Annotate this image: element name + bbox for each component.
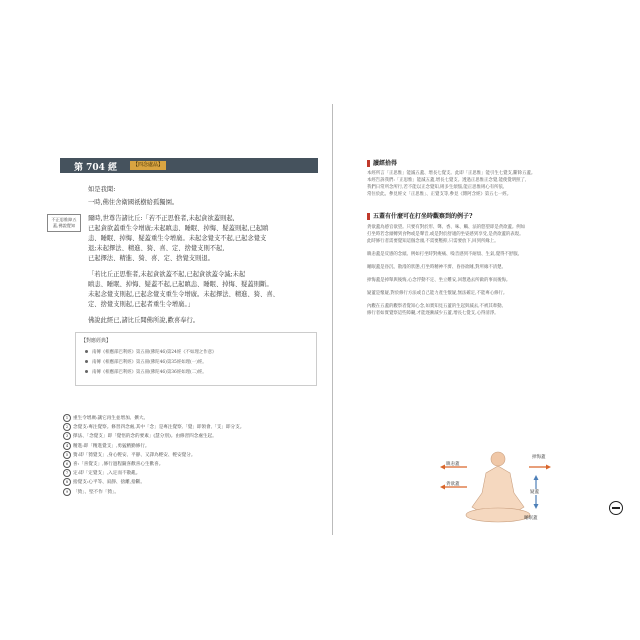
reference-item: 南傳《相應部巴利經》第五冊(佛陀46)第36經如理(二)經。 <box>92 369 207 375</box>
footnote: 3 擇法、「念覺支」即「覺悟的念的要素」(慧分別)。由修習四念處生起。 <box>63 432 313 441</box>
sutra-number: 第 704 經 <box>74 163 118 173</box>
heading-marker-icon <box>367 213 370 220</box>
bullet-icon <box>85 360 88 363</box>
reference-item: 南傳《相應部巴利經》第五冊(佛陀46)第24經《不如理之作意》 <box>92 349 216 355</box>
sutra-tag: 【四念處品】 <box>130 161 166 170</box>
figure-label: 貪欲蓋 <box>446 482 460 487</box>
bullet-icon <box>85 350 88 353</box>
footnote: 2 念覺支:專注覺察。修習四念處,其中「念」是專注覺察,「覺」即領會,「支」即分支。 <box>63 423 313 432</box>
bullet-icon <box>85 370 88 373</box>
footnote: 4 精進:即「精進覺支」,勇猛精勤修行。 <box>63 442 313 451</box>
footnote: 9 「猗」、堅不作「猗」。 <box>63 488 313 497</box>
footnote: 1 重生令增廣:讓它再生並增加、擴大。 <box>63 414 313 423</box>
sutra-closing: 佛說此經已,諸比丘聞佛所說,歡喜奉行。 <box>88 317 200 324</box>
sutra-title-bar <box>60 158 318 173</box>
sutra-p2-line: 瞋恚、睡眠、掉悔、疑蓋不起,已起瞋恚、睡眠、掉悔、疑蓋則斷。 <box>88 281 273 288</box>
sutra-p2-line: 未起念覺支則起,已起念覺支重生令增廣。未起擇法、精進、猗、喜、 <box>88 291 279 298</box>
commentary-paragraph: 本經所言「正思惟」能滅五蓋、增長七覺支。此即「正思惟」能引生七覺支,斷除五蓋。 本經告訴我們:「正思惟」能滅五蓋,增長七覺支。透過正思惟正念覺,能使覺明照了, 我們日常所念所行,若不能以正念覺知,則多生煩惱,能正思惟則心有所依, 常住於此。參見經文「正思惟」、正覺支等,參見《雜阿含經》第五七一經。 <box>367 171 536 197</box>
page-edge-icon <box>609 501 623 515</box>
sutra-p1-line: 已起貪欲蓋重生令增廣;未起瞋恚、睡眠、掉悔、疑蓋則起,已起瞋 <box>88 225 269 232</box>
footnotes <box>63 414 313 497</box>
figure-label: 疑蓋 <box>530 490 539 495</box>
reference-item: 南傳《相應部巴利經》第五冊(佛陀46)第35經如理(一)經。 <box>92 359 207 365</box>
section-heading: 讀經拾得 <box>367 158 397 167</box>
sutra-p1-line: 已起擇法、精進、猗、喜、定、捨覺支則退。 <box>88 255 214 262</box>
side-summary-box: 不正思惟障五蓋,佛說覺知 <box>47 214 81 232</box>
footnote: 5 猗:即「猗覺支」,身心輕安、平靜、又譯為輕安、輕安覺分。 <box>63 451 313 460</box>
sutra-p1-line: 退;未起擇法、精進、猗、喜、定、捨覺支則不起, <box>88 245 225 252</box>
sutra-p1-line: 恚、睡眠、掉悔、疑蓋重生令增廣。未起念覺支不起,已起念覺支 <box>88 235 267 242</box>
figure-label: 睡眠蓋 <box>524 516 538 521</box>
heading-marker-icon <box>367 160 370 167</box>
sutra-p1-line: 爾時,世尊告諸比丘:「若不正思惟者,未起貪欲蓋則起, <box>88 215 235 222</box>
footnote: 6 喜:「喜覺支」,修行過程隨喜歡喜心生歡喜。 <box>63 460 313 469</box>
sutra-location: 一時,佛住舍衛國祇樹給孤獨園。 <box>88 199 179 206</box>
footnote: 7 定:即「定覺支」,入定而不散亂。 <box>63 469 313 478</box>
reference-title: 【對應經典】 <box>81 338 112 344</box>
sutra-p2-line: 「若比丘正思惟者,未起貪欲蓋不起,已起貪欲蓋令滅;未起 <box>88 271 246 278</box>
section-heading: 五蓋有什麼可在打坐時觀察到的例子? <box>367 211 473 220</box>
figure-label: 掉悔蓋 <box>532 455 546 460</box>
sutra-opening: 如是我聞: <box>88 186 116 193</box>
reference-box <box>75 332 317 386</box>
footnote: 8 捨覺支:心平等、寂靜、捨離,捨斷。 <box>63 478 313 487</box>
meditation-figure <box>432 449 562 527</box>
figure-label: 瞋恚蓋 <box>446 462 460 467</box>
sutra-p2-line: 定、捨覺支則起,已起者重生令增廣。」 <box>88 301 194 308</box>
commentary-paragraph: 貪欲蓋為感官欲望。只要有對於形、聲、香、味、觸、法的慾望即是貪欲蓋。例如 打坐時若念頭轉到食物或是聲音,或是對於舒適的坐姿感到享受,是貪欲蓋的表現。 此時修行者需要覺知這個念頭,不需要壓抑,只需要放下,回到所緣上。 瞋恚蓋是反感的念頭。例如打坐時對痠痛、噪音感到不耐煩、生氣,覺得不舒服。 睡眠蓋是昏沉、散漫的狀態,打坐時精神不濟、昏昏欲睡,對所緣不清楚。 掉悔蓋是掉舉與後悔,心念浮動不定、坐立難安,回想過去所做的事而後悔。 疑蓋是懷疑,對於修行方法或自己能力產生懷疑,無法確定,不能專心修行。 內觀在五蓋的觀察者覺知心念,如實知見五蓋的生起與滅去,不被其牽動。 修行者如實覺察這些障礙,才能逐漸減少五蓋,增長七覺支,心得清淨。 <box>367 225 526 316</box>
